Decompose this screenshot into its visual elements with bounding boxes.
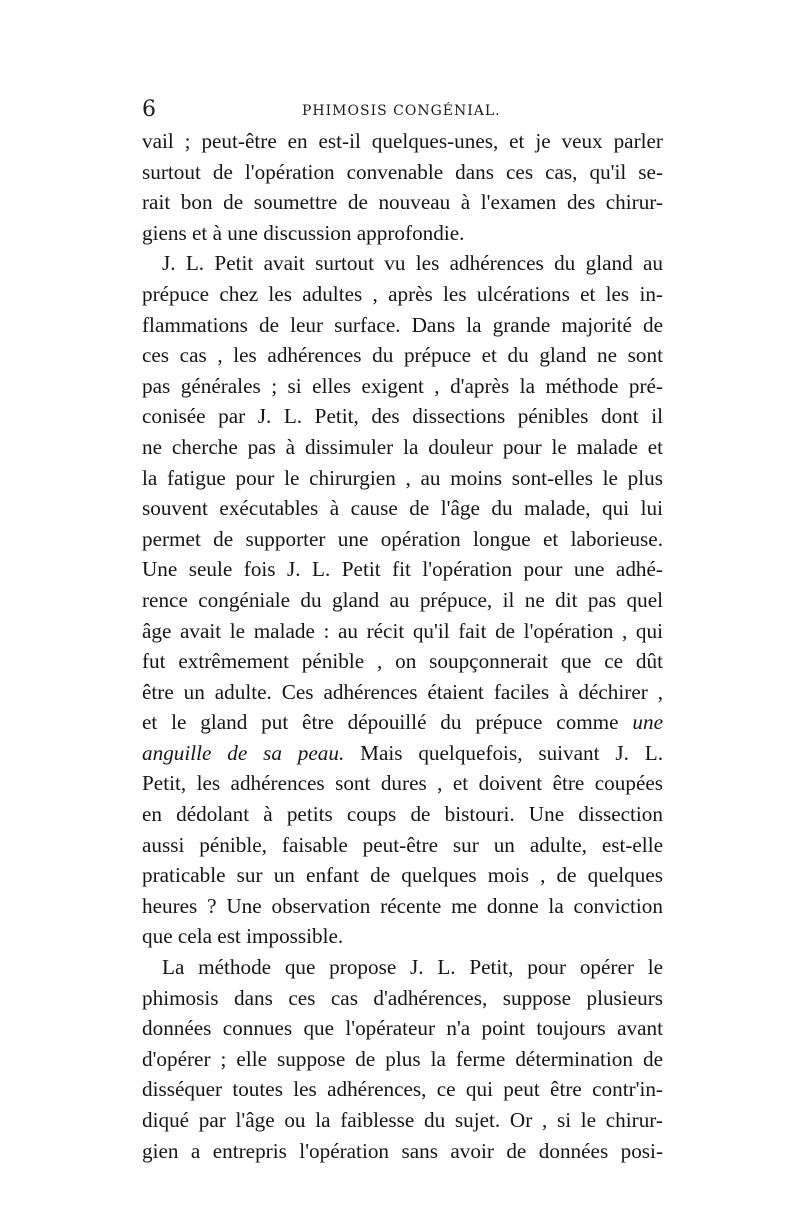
text-line: prépuce chez les adultes , après les ulcérations et les in-	[142, 281, 663, 306]
text-line: diqué par l'âge ou la faiblesse du sujet. Or , si le chirur-	[142, 1108, 663, 1132]
text-line: fut extrêmement pénible , on soupçonnerait que ce dût	[142, 649, 663, 674]
text-line: la fatigue pour le chirurgien , au moins sont-elles le plus	[142, 465, 663, 490]
text-line: rait bon de soumettre de nouveau à l'examen des chirur-	[142, 190, 663, 215]
text-line: flammations de leur surface. Dans la grande majorité de	[142, 312, 663, 337]
text-line: giens et à une discussion approfondie.	[142, 220, 465, 245]
text-line: que cela est impossible.	[142, 924, 344, 949]
text-line: surtout de l'opération convenable dans ces cas, qu'il se-	[142, 159, 663, 184]
text-line: aussi pénible, faisable peut-être sur un adulte, est-elle	[142, 832, 663, 857]
text-line: disséquer toutes les adhérences, ce qui peut être contr'in-	[142, 1077, 663, 1102]
text-line: d'opérer ; elle suppose de plus la ferme détermination de	[142, 1046, 663, 1071]
page-number: 6	[142, 97, 156, 122]
text-line: être un adulte. Ces adhérences étaient faciles à déchirer ,	[142, 679, 663, 704]
text-line: données connues que l'opérateur n'a point toujours avant	[142, 1016, 663, 1041]
text-line: J. L. Petit avait surtout vu les adhérences du gland au	[162, 251, 663, 276]
body-text	[142, 126, 663, 1166]
text-line: permet de supporter une opération longue et laborieuse.	[142, 526, 663, 551]
text-line: conisée par J. L. Petit, des dissections pénibles dont il	[142, 404, 663, 429]
text-line: ces cas , les adhérences du prépuce et du gland ne sont	[142, 343, 663, 368]
page-header	[142, 98, 662, 122]
text-line: Petit, les adhérences sont dures , et doivent être coupées	[142, 771, 663, 796]
text-line: praticable sur un enfant de quelques mois , de quelques	[142, 863, 663, 888]
text-line: ne cherche pas à dissimuler la douleur pour le malade et	[142, 434, 663, 459]
italic-segment: anguille de sa peau.	[142, 740, 345, 765]
text-line: vail ; peut-être en est-il quelques-unes, et je veux parler	[142, 129, 663, 153]
text-line: pas générales ; si elles exigent , d'après la méthode pré-	[142, 373, 663, 398]
text-line: souvent exécutables à cause de l'âge du malade, qui lui	[142, 496, 663, 521]
text-segment: et le gland put être dépouillé du prépuce comme	[142, 710, 619, 735]
text-line: âge avait le malade : au récit qu'il fait de l'opération , qui	[142, 618, 663, 643]
text-line: Une seule fois J. L. Petit fit l'opération pour une adhé-	[142, 557, 663, 582]
text-line: heures ? Une observation récente me donne la conviction	[142, 893, 663, 918]
text-line: rence congéniale du gland au prépuce, il ne dit pas quel	[142, 587, 663, 612]
text-segment: Mais quelquefois, suivant J. L.	[360, 740, 663, 765]
text-line: en dédolant à petits coups de bistouri. Une dissection	[142, 802, 663, 827]
text-line	[142, 707, 663, 738]
text-line	[142, 738, 663, 769]
italic-segment: une	[632, 710, 664, 735]
text-line: La méthode que propose J. L. Petit, pour opérer le	[162, 955, 663, 980]
text-line: gien a entrepris l'opération sans avoir de données posi-	[142, 1138, 663, 1163]
text-line: phimosis dans ces cas d'adhérences, suppose plusieurs	[142, 985, 663, 1010]
running-title: PHIMOSIS CONGÉNIAL.	[302, 103, 501, 119]
